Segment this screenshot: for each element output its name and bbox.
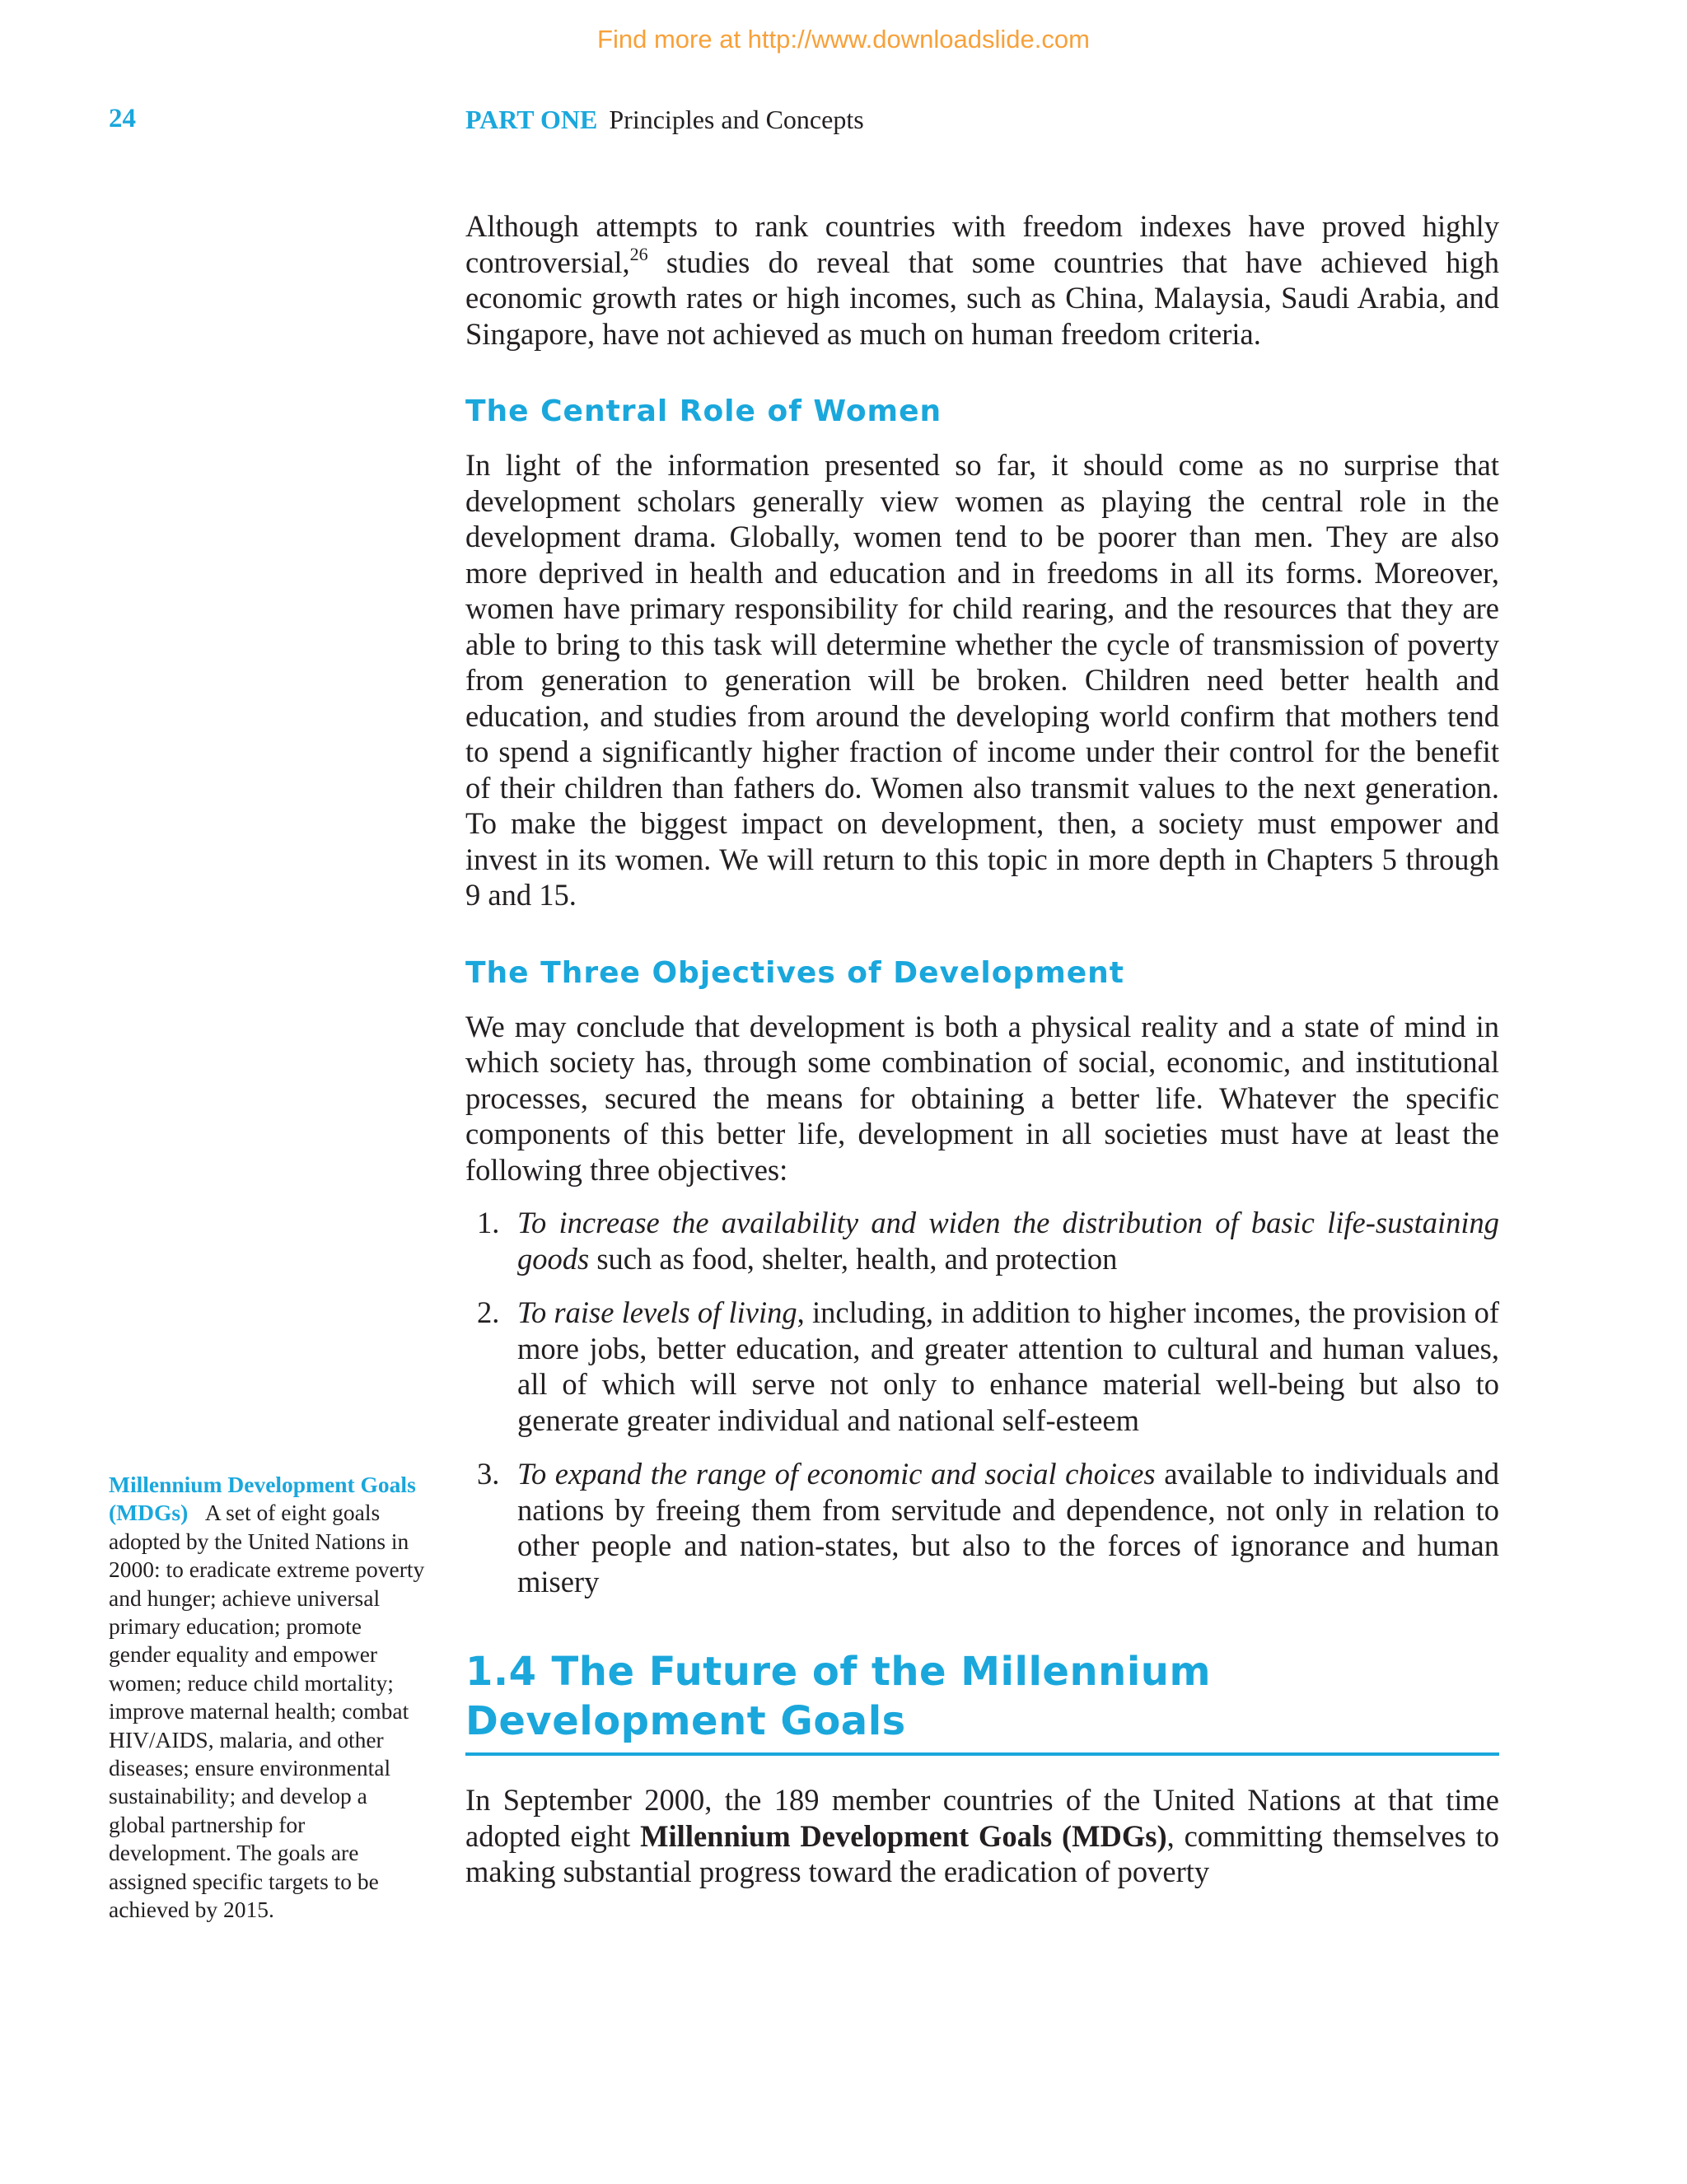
part-label: PART ONE	[465, 105, 598, 134]
list-item-text: , including, in addition to higher incomes, the provision of more jobs, better education, and greater attention to cultural and human values, all of which will serve not only to enhance material well-being but also to generate greater individual and national self-esteem	[517, 1295, 1499, 1437]
key-term-mdgs: Millennium Development Goals (MDGs)	[640, 1818, 1167, 1853]
intro-paragraph	[465, 208, 1499, 352]
list-item-text: such as food, shelter, health, and protection	[589, 1241, 1118, 1276]
list-item-emphasis: To increase the availability and widen the distribution of basic life-sustaining goods	[517, 1206, 1499, 1276]
glossary-term: Millennium Development Goals (MDGs)	[109, 1472, 416, 1526]
list-item-text: available to individuals and nations by freeing them from servitude and dependence, not only in relation to other people and nation-states, but also to the forces of ignorance and human misery	[517, 1457, 1499, 1598]
list-item	[465, 1295, 1499, 1438]
list-item-emphasis: To expand the range of economic and social choices	[517, 1457, 1156, 1491]
list-item	[465, 1205, 1499, 1276]
section-body-start: In September 2000, the 189 member countries of the United Nations at that time adopted eight	[465, 1783, 1499, 1853]
section-title-line2: Development Goals	[465, 1698, 906, 1744]
watermark-link[interactable]: Find more at http://www.downloadslide.com	[597, 25, 1090, 54]
list-item	[465, 1456, 1499, 1599]
women-paragraph: In light of the information presented so far, it should come as no surprise that development scholars generally view women as playing the central role in the development drama. Globally, women tend to be poorer than men. They are also more deprived in health and education and in freedoms in all its forms. Moreover, women have primary responsibility for child rearing, and the resources that they are able to bring to this task will determine whether the cycle of transmission of poverty from generation to generation will be broken. Children need better health and education, and studies from around the developing world confirm that mothers tend to spend a significantly higher fraction of income under their control for the benefit of their children than fathers do. Women also transmit values to the next generation. To make the biggest impact on development, then, a society must empower and invest in its women. We will return to this topic in more depth in Chapters 5 through 9 and 15.	[465, 448, 1499, 912]
list-item-emphasis: To raise levels of living	[517, 1295, 797, 1329]
glossary-definition: A set of eight goals adopted by the United Nations in 2000: to eradicate extreme poverty and hunger; achieve universal primary education; promote gender equality and empower women; reduce child mortality; improve maternal health; combat HIV/AIDS, malaria, and other diseases; ensure environmental sustainability; and develop a global partnership for development. The goals are assigned specific targets to be achieved by 2015.	[109, 1500, 425, 1923]
intro-text: Although attempts to rank countries with freedom indexes have proved highly controversial,	[465, 209, 1499, 279]
list-item-number: 3.	[477, 1457, 500, 1491]
objectives-list	[465, 1205, 1499, 1599]
intro-text-continued: studies do reveal that some countries that have achieved high economic growth rates or high incomes, such as China, Malaysia, Saudi Arabia, and Singapore, have not achieved as much on human freedom criteria.	[465, 245, 1499, 351]
section-heading-1-4	[465, 1647, 1499, 1756]
heading-central-role-of-women: The Central Role of Women	[465, 394, 942, 428]
section-title-line1: The Future of the Millennium	[551, 1649, 1211, 1695]
section-body-end: , committing themselves to making substantial progress toward the eradication of poverty	[465, 1818, 1500, 1888]
heading-three-objectives: The Three Objectives of Development	[465, 955, 1125, 990]
footnote-marker[interactable]: 26	[629, 243, 648, 264]
list-item-number: 2.	[477, 1295, 500, 1329]
section-number: 1.4	[465, 1649, 537, 1695]
list-item-number: 1.	[477, 1206, 500, 1239]
margin-glossary-note	[109, 1471, 428, 1925]
running-head	[465, 105, 864, 135]
part-title: Principles and Concepts	[609, 105, 864, 134]
objectives-paragraph: We may conclude that development is both a physical reality and a state of mind in which society has, through some combination of social, economic, and institutional processes, secured the means for obtaining a better life. Whatever the specific components of this better life, development in all societies must have at least the following three objectives:	[465, 1009, 1499, 1187]
main-column	[465, 208, 1499, 1890]
page-number: 24	[109, 104, 136, 133]
section-1-4-paragraph	[465, 1782, 1499, 1890]
